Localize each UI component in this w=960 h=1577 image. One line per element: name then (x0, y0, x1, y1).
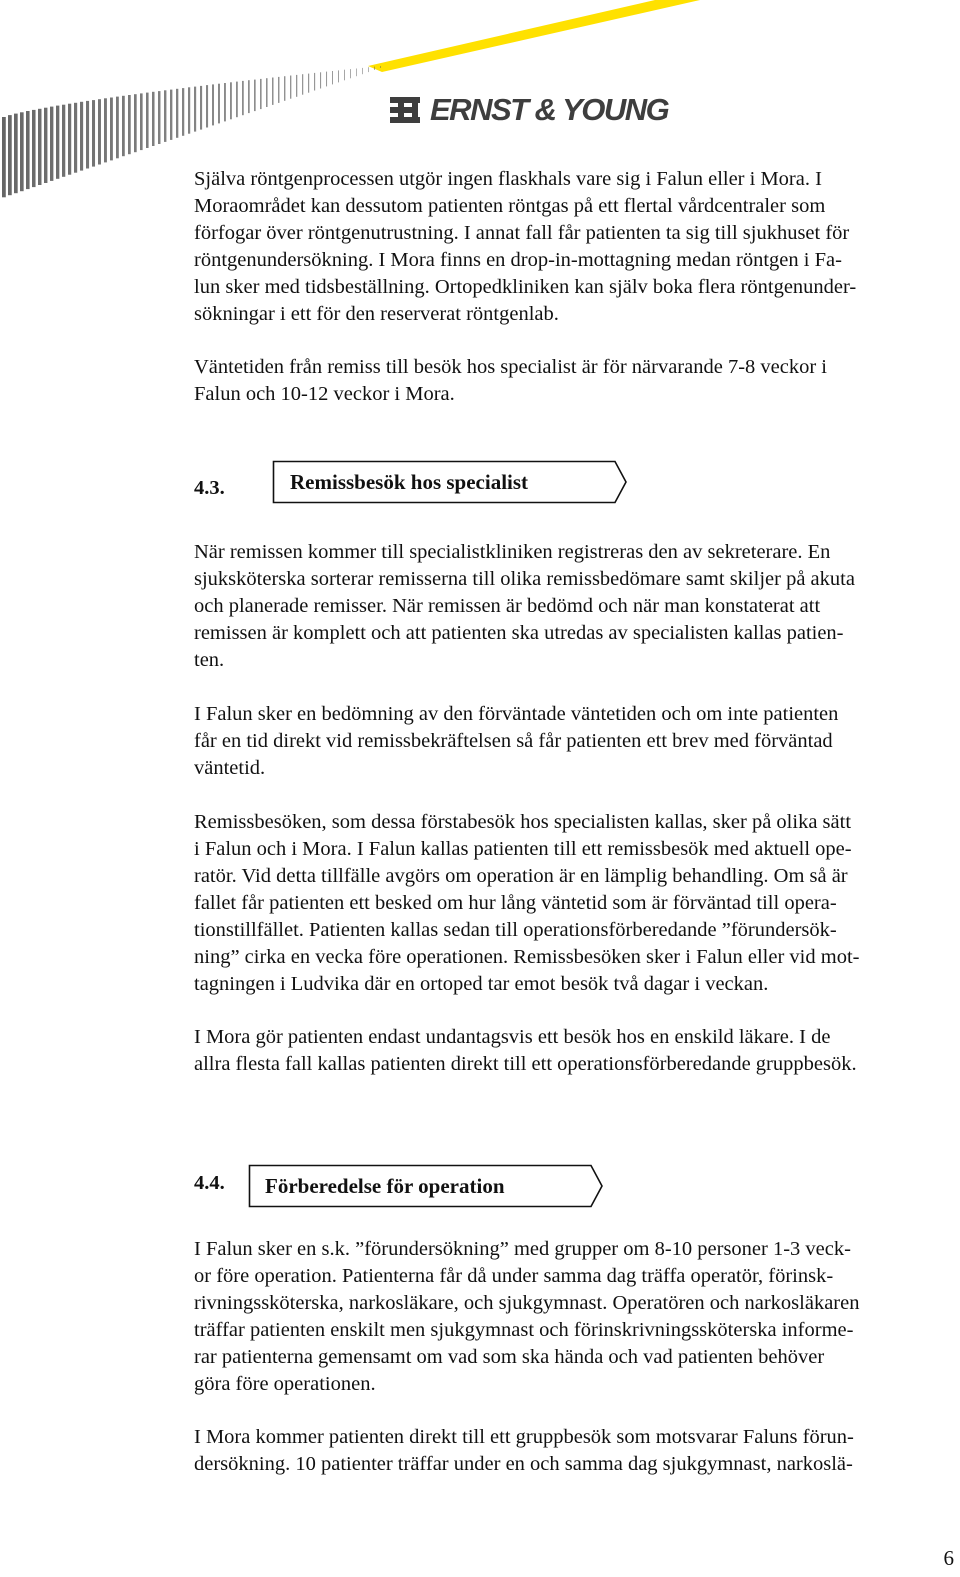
text-line: tagningen i Ludvika där en ortoped tar emot besök två dagar i veckan. (194, 973, 769, 995)
text-line: I Mora kommer patienten direkt till ett gruppbesök som motsvarar Faluns förun- (194, 1426, 854, 1448)
paragraph-waiting-time (194, 354, 954, 408)
text-line: I Falun sker en s.k. ”förundersökning” med grupper om 8-10 personer 1-3 veck- (194, 1238, 851, 1260)
section-title-4-3: Remissbesök hos specialist (290, 470, 529, 494)
paragraph-xray-process (194, 166, 954, 328)
text-line: fallet får patienten ett besked om hur lång väntetid som är förväntad till opera- (194, 892, 837, 914)
section-heading-4-4 (248, 1164, 604, 1208)
text-line: träffar patienten enskilt men sjukgymnast och förinskrivningssköterska informe- (194, 1319, 854, 1341)
paragraph-mora-visits (194, 1024, 954, 1078)
text-line: ten. (194, 649, 225, 671)
paragraph-falun-assessment (194, 701, 954, 782)
text-line: Moraområdet kan dessutom patienten röntgas på ett flertal vårdcentraler som (194, 195, 826, 217)
text-line: rivningssköterska, narkosläkare, och sjukgymnast. Operatören och narkosläkaren (194, 1292, 860, 1314)
text-line: dersökning. 10 patienter träffar under en och samma dag sjukgymnast, narkoslä- (194, 1453, 853, 1475)
company-logo-text: ERNST & YOUNG (430, 92, 669, 127)
text-line: När remissen kommer till specialistkliniken registreras den av sekreterare. En (194, 541, 831, 563)
text-line: och planerade remisser. När remissen är bedömd och när man konstaterat att (194, 595, 821, 617)
ernst-young-beam-icon (388, 95, 422, 125)
text-line: I Mora gör patienten endast undantagsvis ett besök hos en enskild läkare. I de (194, 1026, 831, 1048)
company-logo (388, 92, 668, 128)
paragraph-referral-visits (194, 809, 954, 998)
page-number: 6 (943, 1546, 954, 1570)
paragraph-falun-preexam (194, 1236, 954, 1398)
paragraph-referral-registration (194, 539, 954, 674)
text-line: väntetid. (194, 757, 266, 779)
paragraph-mora-group-visit (194, 1424, 954, 1478)
section-title-4-4: Förberedelse för operation (265, 1174, 505, 1198)
text-line: sjuksköterska sorterar remisserna till olika remissbedömare samt skiljer på akuta (194, 568, 855, 590)
text-line: tionstillfället. Patienten kallas sedan till operationsförberedande ”förundersök- (194, 919, 837, 941)
text-line: sökningar i ett för den reserverat röntgenlab. (194, 303, 559, 325)
section-number-4-3: 4.3. (194, 477, 225, 499)
text-line: I Falun sker en bedömning av den förväntade väntetiden och om inte patienten (194, 703, 839, 725)
text-line: lun sker med tidsbeställning. Ortopedkliniken kan själv boka flera röntgenunder- (194, 276, 857, 298)
text-line: förfogar över röntgenutrustning. I annat fall får patienten ta sig till sjukhuset för (194, 222, 850, 244)
text-line: får en tid direkt vid remissbekräftelsen så får patienten ett brev med förväntad (194, 730, 833, 752)
text-line: Remissbesöken, som dessa förstabesök hos specialisten kallas, sker på olika sätt (194, 811, 852, 833)
text-line: remissen är komplett och att patienten ska utredas av specialisten kallas patien- (194, 622, 844, 644)
text-line: Själva röntgenprocessen utgör ingen flaskhals vare sig i Falun eller i Mora. I (194, 168, 822, 190)
yellow-beam-decoration (368, 0, 700, 72)
text-line: Väntetiden från remiss till besök hos specialist är för närvarande 7-8 veckor i (194, 356, 828, 378)
text-line: ratör. Vid detta tillfälle avgörs om operation är en lämplig behandling. Om så är (194, 865, 848, 887)
text-line: or före operation. Patienterna får då under samma dag träffa operatör, förinsk- (194, 1265, 834, 1287)
text-line: i Falun och i Mora. I Falun kallas patienten till ett remissbesök med aktuell ope- (194, 838, 852, 860)
text-line: ning” cirka en vecka före operationen. Remissbesöken sker i Falun eller vid mot- (194, 946, 860, 968)
text-line: rar patienterna gemensamt om vad som ska hända och vad patienten behöver (194, 1346, 825, 1368)
text-line: röntgenundersökning. I Mora finns en drop-in-mottagning medan röntgen i Fa- (194, 249, 842, 271)
section-heading-4-3 (272, 460, 628, 504)
text-line: göra före operationen. (194, 1373, 376, 1395)
text-line: allra flesta fall kallas patienten direkt till ett operationsförberedande gruppbesök. (194, 1053, 857, 1075)
text-line: Falun och 10-12 veckor i Mora. (194, 383, 455, 405)
section-number-4-4: 4.4. (194, 1172, 225, 1194)
